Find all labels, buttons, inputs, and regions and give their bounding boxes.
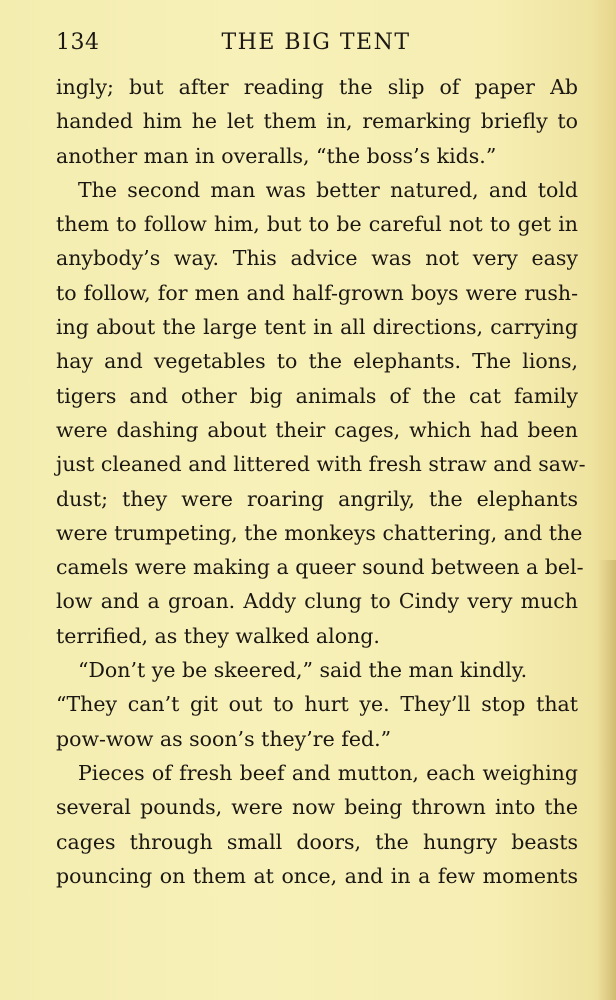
text-line: several pounds, were now being thrown into the	[56, 795, 578, 820]
text-line: The second man was better natured, and told	[78, 177, 578, 202]
text-line: handed him he let them in, remarking briefly to	[56, 109, 578, 134]
text-line: pow-wow as soon’s they’re fed.”	[56, 726, 392, 751]
text-line: hay and vegetables to the elephants. The lions,	[56, 349, 578, 374]
text-line: Pieces of fresh beef and mutton, each weighing	[78, 760, 578, 785]
text-line: “They can’t git out to hurt ye. They’ll stop that	[56, 692, 578, 717]
text-line: terrified, as they walked along.	[56, 623, 380, 648]
text-line: another man in overalls, “the boss’s kids.”	[56, 143, 497, 168]
text-line: low and a groan. Addy clung to Cindy very much	[56, 589, 578, 614]
text-line: were dashing about their cages, which had been	[56, 417, 578, 442]
running-title: THE BIG TENT	[221, 30, 411, 55]
text-line: to follow, for men and half-grown boys were rush-	[56, 280, 578, 305]
text-line: them to follow him, but to be careful not to get in	[56, 212, 578, 237]
page-number: 134	[56, 30, 100, 55]
text-line: anybody’s way. This advice was not very easy	[56, 246, 578, 271]
page-edge-shadow	[598, 560, 616, 1000]
body-text	[56, 70, 586, 893]
text-line: cages through small doors, the hungry beasts	[56, 829, 578, 854]
running-header	[56, 30, 576, 60]
text-line: ing about the large tent in all directions, carrying	[56, 315, 578, 340]
text-line: pouncing on them at once, and in a few moments	[56, 863, 578, 888]
text-line: ingly; but after reading the slip of paper Ab	[56, 75, 578, 99]
text-line: camels were making a queer sound between a bel-	[56, 555, 584, 580]
text-line: were trumpeting, the monkeys chattering, and the	[56, 520, 583, 545]
text-line: “Don’t ye be skeered,” said the man kindly.	[78, 658, 528, 683]
text-line: dust; they were roaring angrily, the elephants	[56, 486, 578, 511]
text-line: just cleaned and littered with fresh straw and saw-	[56, 452, 586, 477]
text-line: tigers and other big animals of the cat family	[56, 383, 578, 408]
